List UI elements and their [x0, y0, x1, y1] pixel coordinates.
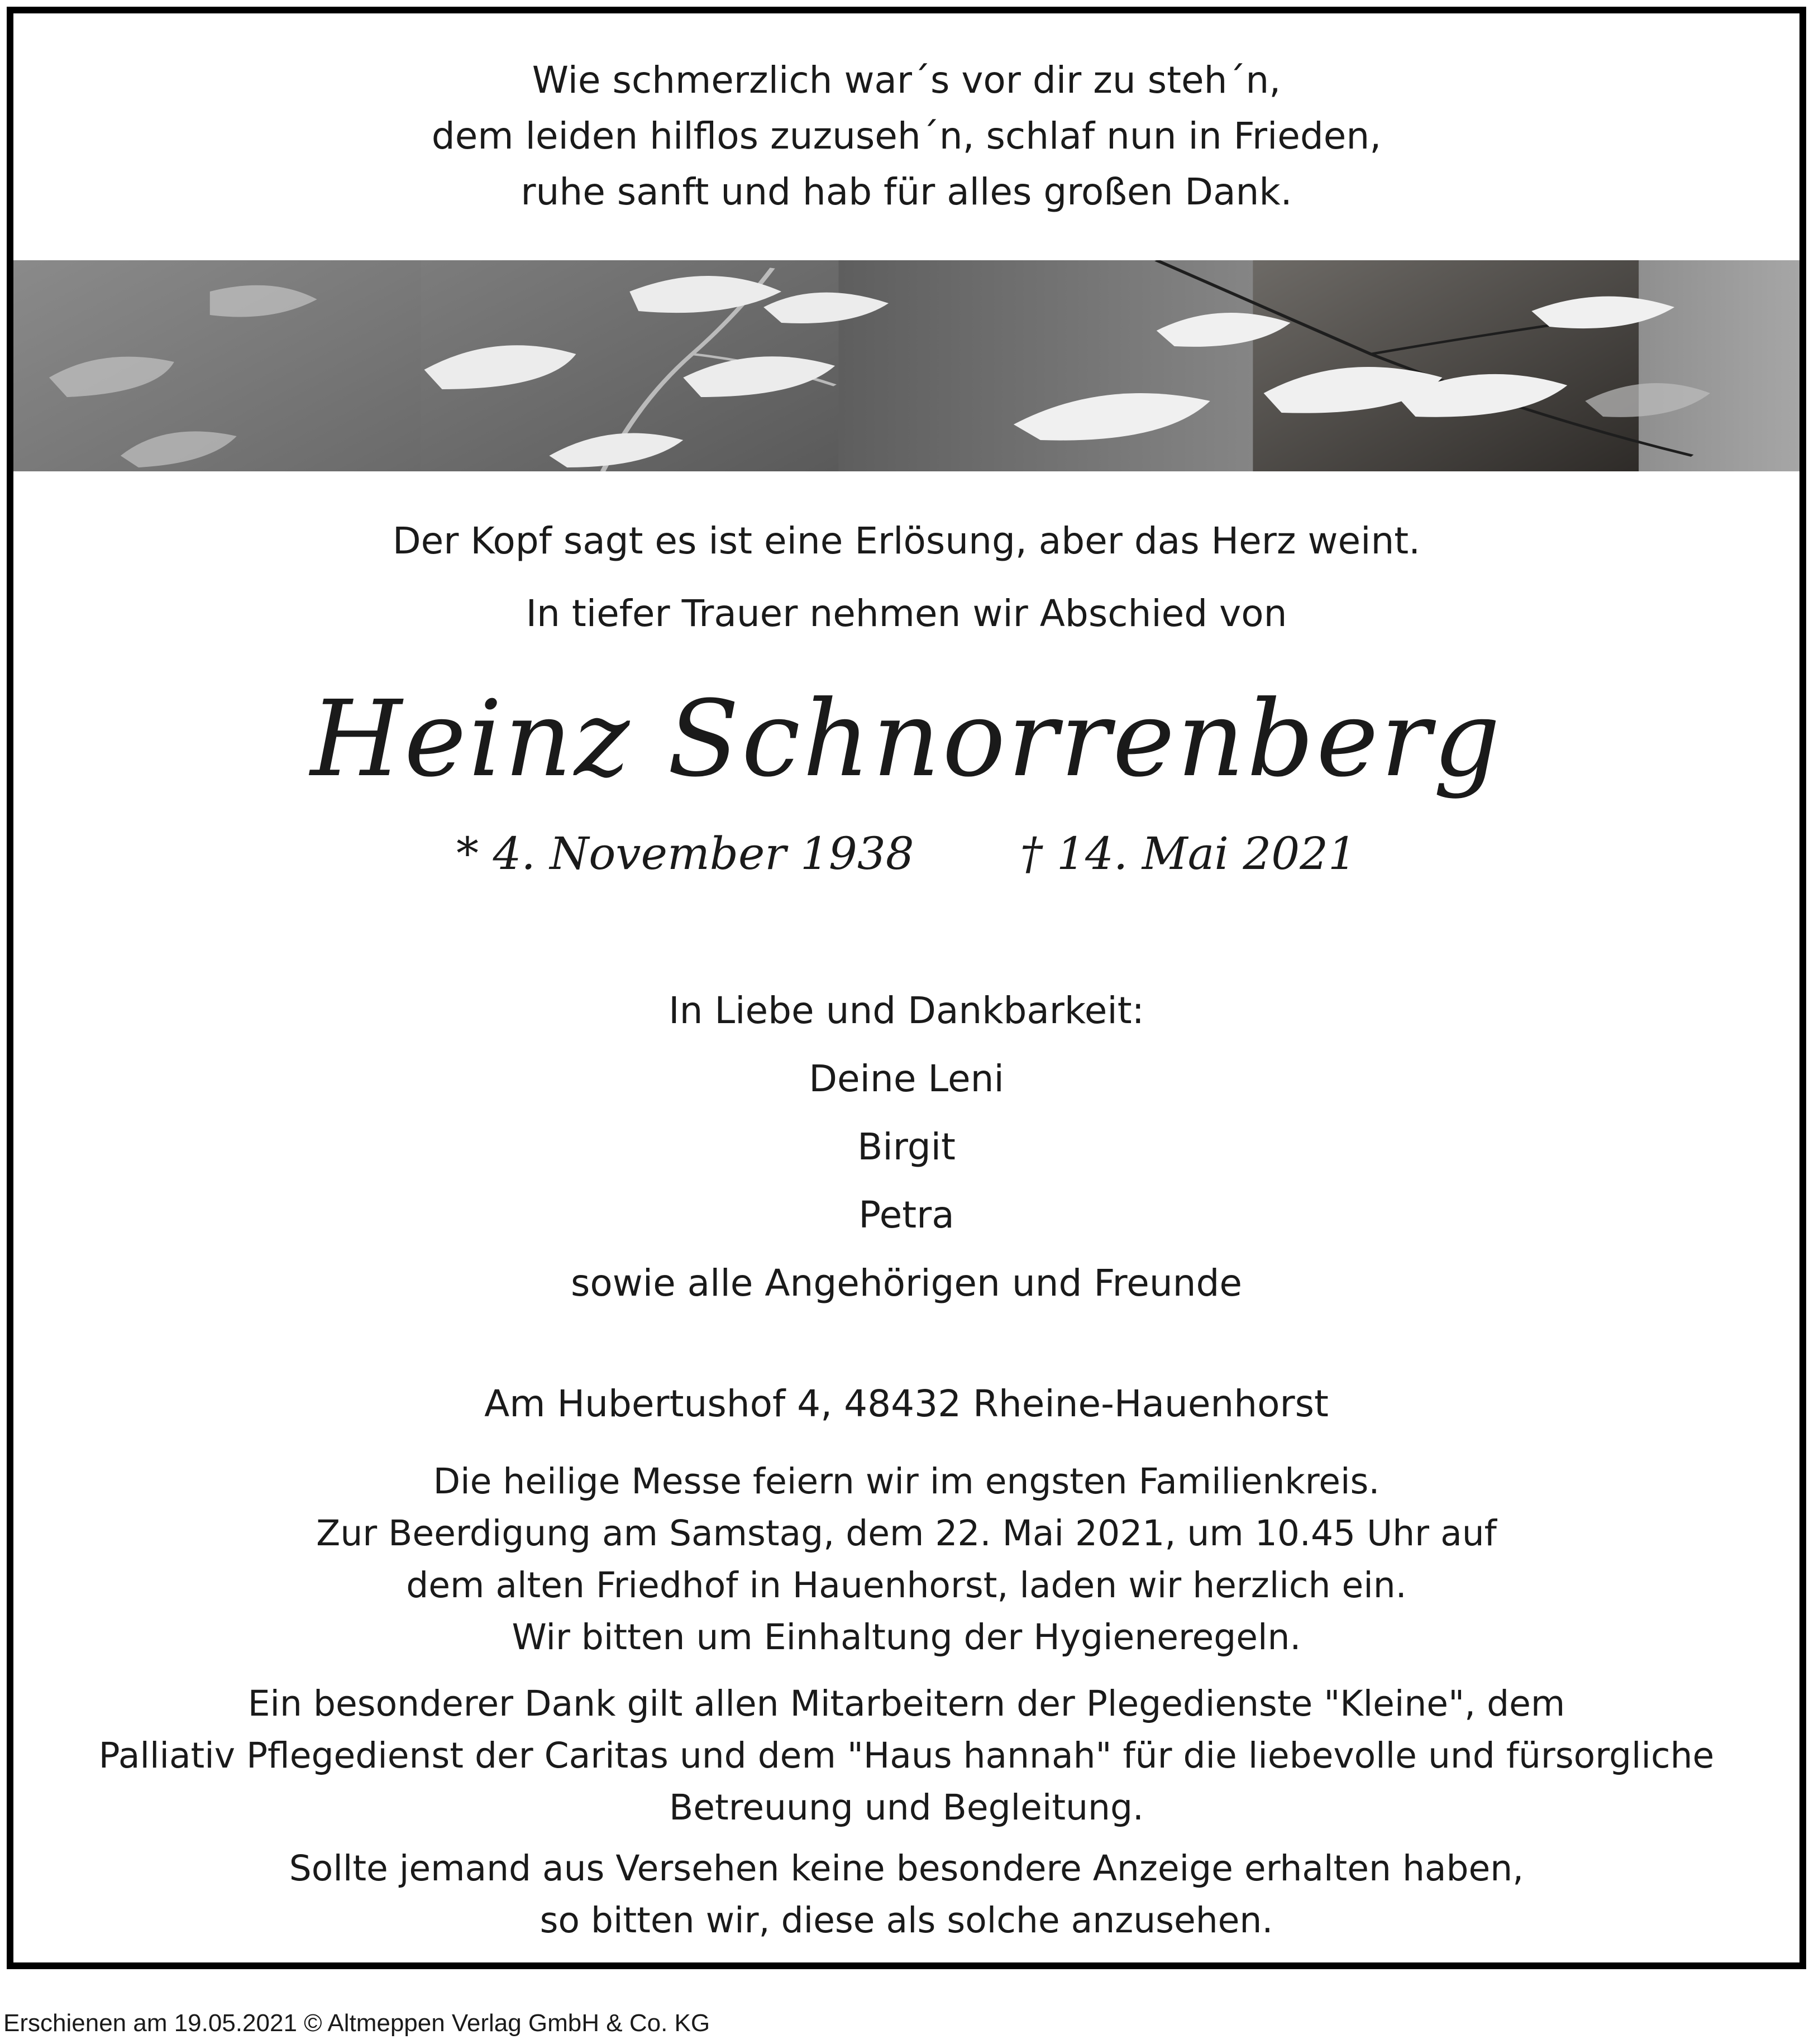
death-date: † 14. Mai 2021	[1020, 828, 1357, 880]
intro-line: Der Kopf sagt es ist eine Erlösung, aber das Herz weint.	[392, 519, 1421, 562]
publication-footer: Erschienen am 19.05.2021 © Altmeppen Verlag GmbH & Co. KG	[3, 2009, 710, 2037]
mourner-name: sowie alle Angehörigen und Freunde	[571, 1262, 1242, 1305]
intro-text	[13, 505, 1799, 650]
funeral-details	[13, 1455, 1799, 1663]
thanks-line: Betreuung und Begleitung.	[669, 1787, 1144, 1828]
details-line: dem alten Friedhof in Hauenhorst, laden wir herzlich ein.	[406, 1565, 1407, 1606]
mourner-name: Birgit	[857, 1125, 956, 1168]
acknowledgement	[13, 1678, 1799, 1833]
verse-line: dem leiden hilflos zuzuseh´n, schlaf nun in Frieden,	[431, 114, 1382, 157]
verse-line: Wie schmerzlich war´s vor dir zu steh´n,	[532, 59, 1281, 102]
verse-line: ruhe sanft und hab für alles großen Dank.	[521, 170, 1292, 213]
deceased-name: Heinz Schnorrenberg	[310, 678, 1503, 800]
memorial-verse	[13, 52, 1799, 220]
thanks-line: Ein besonderer Dank gilt allen Mitarbeitern der Plegedienste "Kleine", dem	[247, 1683, 1565, 1724]
intro-line: In tiefer Trauer nehmen wir Abschied von	[526, 592, 1287, 635]
closing-note	[13, 1842, 1799, 1946]
mourners-list	[13, 977, 1799, 1317]
mourner-name: Petra	[858, 1193, 954, 1236]
obituary-notice	[7, 7, 1806, 1969]
details-line: Die heilige Messe feiern wir im engsten Familienkreis.	[433, 1461, 1380, 1502]
closing-line: Sollte jemand aus Versehen keine besondere Anzeige erhalten haben,	[289, 1848, 1524, 1889]
thanks-line: Palliativ Pflegedienst der Caritas und dem "Haus hannah" für die liebevolle und fürsorgliche	[98, 1735, 1715, 1776]
mourner-name: Deine Leni	[809, 1057, 1004, 1100]
address-line: Am Hubertushof 4, 48432 Rheine-Hauenhorst	[484, 1382, 1329, 1425]
closing-line: so bitten wir, diese als solche anzusehen.	[540, 1900, 1273, 1941]
life-dates	[13, 823, 1799, 885]
ginkgo-leaf-banner-image	[13, 260, 1799, 471]
details-line: Wir bitten um Einhaltung der Hygieneregeln.	[512, 1617, 1301, 1658]
birth-date: * 4. November 1938	[456, 828, 914, 880]
mourners-heading: In Liebe und Dankbarkeit:	[669, 989, 1144, 1032]
family-address	[13, 1376, 1799, 1432]
details-line: Zur Beerdigung am Samstag, dem 22. Mai 2021, um 10.45 Uhr auf	[316, 1513, 1497, 1554]
